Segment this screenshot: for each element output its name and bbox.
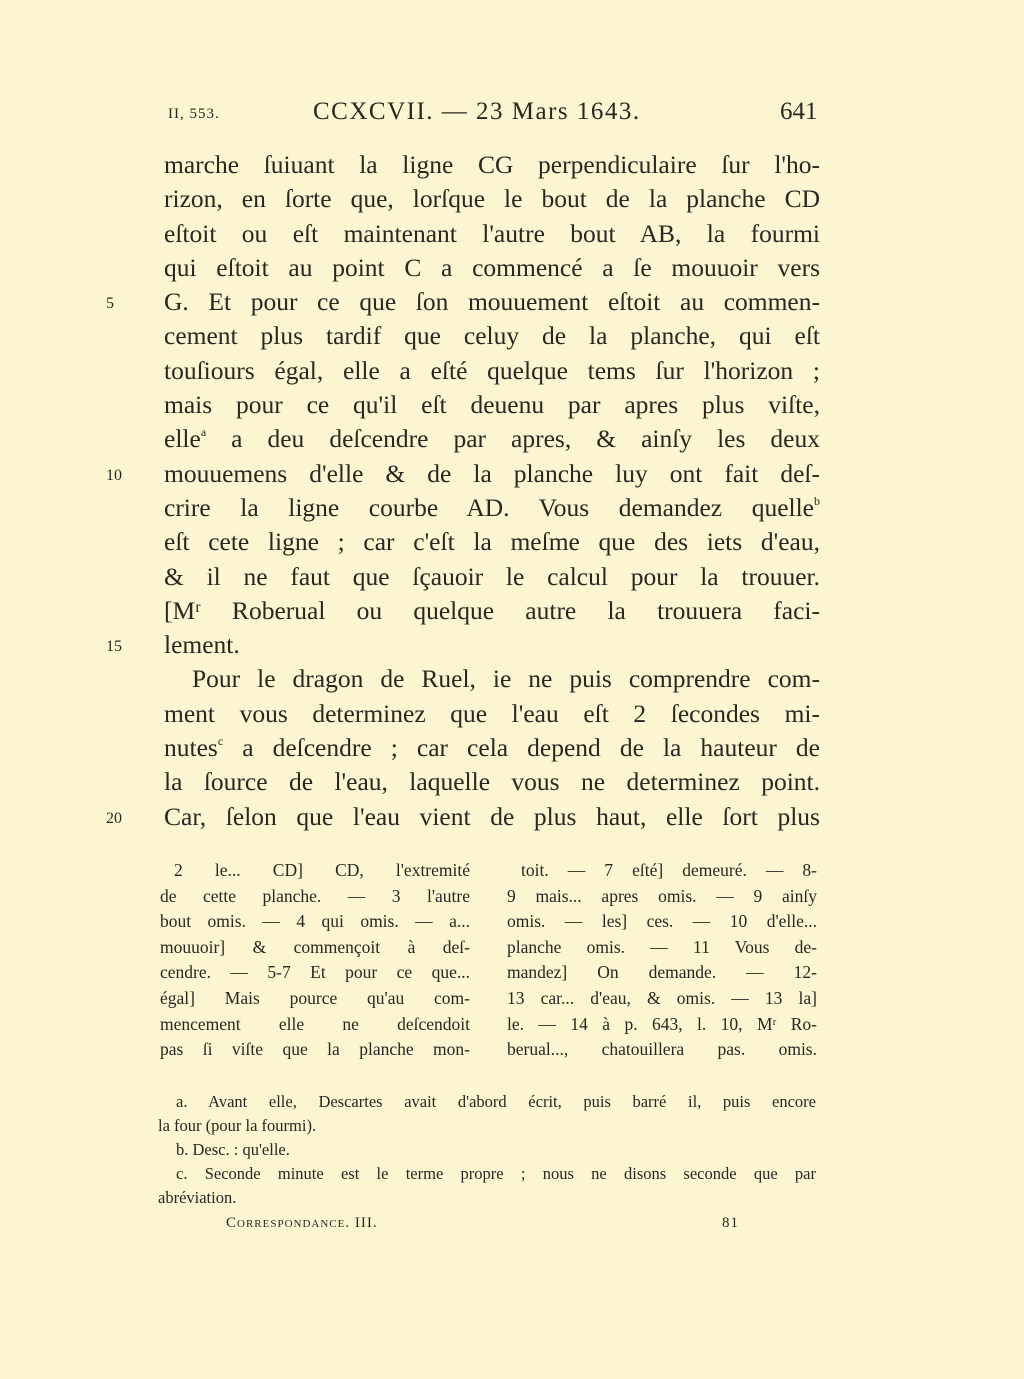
line-text: crire la ligne courbe AD. Vous demandez quelle bbox=[164, 492, 814, 522]
line-number: 15 bbox=[106, 638, 122, 656]
line-number: 5 bbox=[106, 295, 114, 313]
line-text: la ſource de l'eau, laquelle vous ne determinez point. bbox=[164, 767, 820, 797]
variant-line: 9 mais... apres omis. — 9 ainſy bbox=[507, 885, 817, 906]
text-line bbox=[164, 765, 820, 799]
line-number: 10 bbox=[106, 466, 122, 484]
text-line bbox=[164, 662, 820, 696]
variant-line: cendre. — 5-7 Et pour ce que... bbox=[160, 962, 470, 983]
variant-line: planche omis. — 11 Vous de- bbox=[507, 936, 817, 957]
text-line bbox=[164, 560, 820, 594]
footnotes bbox=[158, 1090, 816, 1210]
footnote-marker: c bbox=[217, 734, 224, 749]
line-text: ment vous determinez que l'eau eſt 2 ſecondes mi- bbox=[164, 698, 820, 728]
footnote-line: a. Avant elle, Descartes avait d'abord écrit, puis barré il, puis encore bbox=[176, 1092, 816, 1111]
variant-line: omis. — les] ces. — 10 d'elle... bbox=[507, 911, 817, 932]
variant-line: mandez] On demande. — 12- bbox=[507, 962, 817, 983]
line-text: G. Et pour ce que ſon mouuement eſtoit au commen- bbox=[164, 287, 820, 317]
text-line bbox=[164, 594, 820, 628]
text-line bbox=[106, 285, 820, 319]
line-text: marche ſuiuant la ligne CG perpendiculaire ſur l'ho- bbox=[164, 150, 820, 179]
variant-line: égal] Mais pource qu'au com- bbox=[160, 987, 470, 1008]
text-line bbox=[164, 422, 820, 456]
text-line bbox=[164, 525, 820, 559]
variant-line: mencement elle ne deſcendoit bbox=[160, 1013, 470, 1034]
line-text: [Mʳ Roberual ou quelque autre la trouuera faci- bbox=[164, 595, 820, 625]
text-line bbox=[164, 182, 820, 216]
line-text: Pour le dragon de Ruel, ie ne puis comprendre com- bbox=[192, 664, 820, 694]
line-number: 20 bbox=[106, 809, 122, 827]
line-text: mais pour ce qu'il eſt deuenu par apres plus viſte, bbox=[164, 390, 820, 420]
line-text: eſt cete ligne ; car c'eſt la meſme que des iets d'eau, bbox=[164, 527, 820, 557]
text-line bbox=[106, 628, 820, 662]
main-text bbox=[106, 148, 820, 834]
line-text: & il ne faut que ſçauoir le calcul pour la trouuer. bbox=[164, 561, 820, 591]
variant-line: 2 le... CD] CD, l'extremité bbox=[174, 860, 470, 880]
footnote-line: c. Seconde minute est le terme propre ; nous ne disons seconde que par bbox=[176, 1164, 816, 1183]
variant-line: le. — 14 à p. 643, l. 10, Mʳ Ro- bbox=[507, 1013, 817, 1034]
line-text: Car, ſelon que l'eau vient de plus haut, elle ſort plus bbox=[164, 801, 820, 831]
line-text: elle bbox=[164, 424, 201, 454]
text-line bbox=[164, 491, 820, 525]
signature-number: 81 bbox=[722, 1215, 739, 1231]
footnote-line: la four (pour la fourmi). bbox=[158, 1116, 317, 1135]
text-line bbox=[164, 217, 820, 251]
line-text: touſiours égal, elle a eſté quelque tems ſur l'horizon ; bbox=[164, 355, 820, 385]
line-text: nutes bbox=[164, 733, 218, 763]
line-text: qui eſtoit au point C a commencé a ſe mouuoir vers bbox=[164, 252, 820, 282]
line-text: rizon, en ſorte que, lorſque le bout de la planche CD bbox=[164, 184, 820, 214]
header-title: CCXCVII. — 23 Mars 1643. bbox=[313, 98, 641, 125]
variant-line: pas ſi viſte que la planche mon- bbox=[160, 1039, 470, 1060]
variant-line: 13 car... d'eau, & omis. — 13 la] bbox=[507, 987, 817, 1008]
variant-line: toit. — 7 eſté] demeuré. — 8- bbox=[521, 860, 817, 880]
variant-line: mouuoir] & commençoit à deſ- bbox=[160, 936, 470, 957]
variants-right-column bbox=[507, 858, 817, 1063]
variants-left-column bbox=[160, 858, 470, 1063]
line-text: mouuemens d'elle & de la planche luy ont fait deſ- bbox=[164, 458, 820, 488]
variant-line: de cette planche. — 3 l'autre bbox=[160, 885, 470, 906]
text-line bbox=[164, 354, 820, 388]
line-text-continued: a deu deſcendre par apres, & ainſy les deux bbox=[206, 424, 820, 454]
variant-line: berual..., chatouillera pas. omis. bbox=[507, 1039, 817, 1060]
text-line bbox=[106, 457, 820, 491]
page-number: 641 bbox=[780, 98, 818, 125]
footnote-marker: a bbox=[200, 425, 207, 440]
text-line bbox=[164, 731, 820, 765]
variant-line: bout omis. — 4 qui omis. — a... bbox=[160, 911, 470, 932]
text-line bbox=[164, 388, 820, 422]
footer-title: Correspondance. III. bbox=[226, 1215, 378, 1231]
line-text: cement plus tardif que celuy de la planche, qui eſt bbox=[164, 321, 820, 351]
footnote-line: abréviation. bbox=[158, 1188, 237, 1207]
text-line bbox=[106, 800, 820, 834]
text-line bbox=[164, 319, 820, 353]
line-text: lement. bbox=[164, 630, 240, 660]
text-line bbox=[164, 697, 820, 731]
line-text: eſtoit ou eſt maintenant l'autre bout AB, la fourmi bbox=[164, 218, 820, 248]
footnote-line: b. Desc. : qu'elle. bbox=[176, 1140, 290, 1159]
line-text-continued: a deſcendre ; car cela depend de la hauteur de bbox=[223, 733, 820, 763]
footnote-marker: b bbox=[814, 493, 820, 508]
header-reference: II, 553. bbox=[168, 106, 220, 122]
text-line bbox=[164, 251, 820, 285]
text-line bbox=[164, 148, 820, 182]
